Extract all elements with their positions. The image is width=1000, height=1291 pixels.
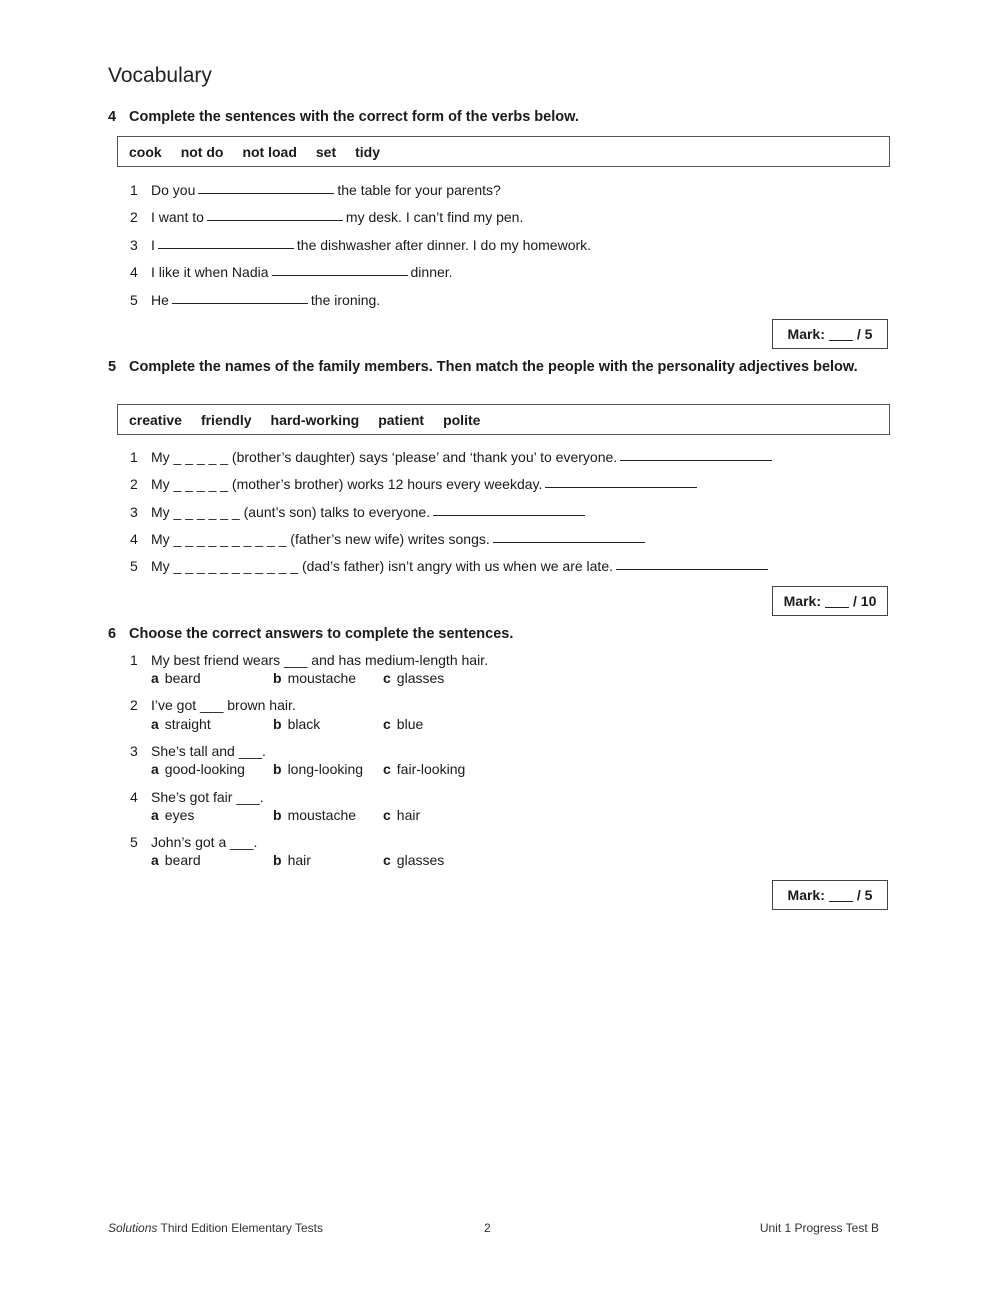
item-text-after: the table for your parents? [337,182,501,198]
option-letter: c [383,852,391,868]
answer-blank[interactable] [616,558,768,570]
task-4-item [130,237,591,253]
option-c[interactable] [383,670,444,686]
item-text: My _ _ _ _ _ (brother’s daughter) says ‘please’ and ‘thank you’ to everyone. [151,449,618,465]
question-text: She’s got fair ___. [151,789,264,805]
option-b[interactable] [273,852,383,868]
item-number: 2 [130,209,138,225]
item-text-before: Do you [151,182,196,198]
item-number: 3 [130,504,138,520]
word: set [315,143,337,160]
task-number: 6 [108,626,117,642]
mark-blank[interactable] [829,889,853,902]
option-letter: b [273,716,282,732]
task-4-item [130,182,501,198]
word: patient [378,411,425,428]
item-number: 4 [130,264,138,280]
item-text: My _ _ _ _ _ (mother’s brother) works 12 hours every weekday. [151,476,543,492]
item-text-after: the dishwasher after dinner. I do my homework. [296,237,592,253]
task-6-instruction [108,626,869,643]
footer-book-italic: Solutions [108,1221,158,1235]
mark-blank[interactable] [829,328,853,341]
item-text: My _ _ _ _ _ _ (aunt’s son) talks to everyone. [151,504,431,520]
option-text: hair [396,807,421,823]
option-letter: c [383,761,391,777]
option-a[interactable] [151,807,273,823]
option-letter: a [151,852,159,868]
item-number: 4 [130,789,138,805]
option-text: blue [396,716,424,732]
task-4-item [130,264,453,280]
task-5-item [130,531,648,547]
task-6-options [151,716,423,732]
word: not load [242,143,297,160]
task-6-question [130,789,264,805]
item-number: 1 [130,449,138,465]
task-5-item [130,449,775,465]
option-letter: b [273,807,282,823]
answer-blank[interactable] [272,264,408,276]
option-text: beard [164,852,201,868]
instruction-text: Complete the names of the family members. Then match the people with the personality adjectives below. [129,359,858,375]
mark-blank[interactable] [825,595,849,608]
item-number: 3 [130,743,138,759]
question-text: I’ve got ___ brown hair. [151,697,296,713]
option-letter: b [273,761,282,777]
item-number: 1 [130,182,138,198]
word: hard-working [270,411,360,428]
item-text: My _ _ _ _ _ _ _ _ _ _ _ (dad’s father) isn’t angry with us when we are late. [151,558,613,574]
option-text: moustache [287,670,357,686]
item-number: 5 [130,558,138,574]
item-text-before: I [151,237,155,253]
mark-total: / 5 [856,326,873,342]
task-6-options [151,852,444,868]
item-text-before: He [151,292,169,308]
option-a[interactable] [151,716,273,732]
mark-total: / 10 [853,593,877,609]
option-letter: a [151,807,159,823]
answer-blank[interactable] [198,182,334,194]
option-letter: a [151,761,159,777]
mark-total: / 5 [856,887,873,903]
option-text: glasses [396,852,445,868]
task-5-item [130,558,771,574]
mark-label: Mark: [787,887,825,903]
task-6-options [151,807,420,823]
question-text: My best friend wears ___ and has medium-length hair. [151,652,488,668]
item-number: 2 [130,476,138,492]
task-5-instruction [108,359,869,376]
option-b[interactable] [273,761,383,777]
item-text-after: the ironing. [310,292,381,308]
option-text: moustache [287,807,357,823]
word: friendly [200,411,252,428]
task-number: 4 [108,109,117,125]
option-c[interactable] [383,761,465,777]
footer-book-title [108,1221,323,1235]
item-text-after: dinner. [410,264,453,280]
option-a[interactable] [151,761,273,777]
option-c[interactable] [383,716,423,732]
answer-blank[interactable] [158,237,294,249]
option-letter: c [383,716,391,732]
option-a[interactable] [151,670,273,686]
task-4-mark-box [772,319,888,349]
option-b[interactable] [273,670,383,686]
option-text: straight [164,716,211,732]
option-text: glasses [396,670,445,686]
word: polite [443,411,481,428]
option-letter: b [273,852,282,868]
option-text: hair [287,852,311,868]
answer-blank[interactable] [545,476,697,488]
option-text: black [287,716,321,732]
answer-blank[interactable] [620,449,772,461]
task-4-instruction [108,109,869,126]
option-letter: a [151,716,159,732]
answer-blank[interactable] [172,292,308,304]
footer-book-rest: Third Edition Elementary Tests [157,1221,324,1235]
word: creative [129,411,182,428]
item-text-before: I like it when Nadia [151,264,269,280]
instruction-text: Complete the sentences with the correct form of the verbs below. [129,109,579,125]
task-4-item [130,292,380,308]
option-c[interactable] [383,807,420,823]
task-6-question [130,834,257,850]
option-b[interactable] [273,807,383,823]
option-c[interactable] [383,852,444,868]
task-5-word-box [117,404,890,435]
task-6-mark-box [772,880,888,910]
task-6-options [151,670,444,686]
item-text-after: my desk. I can’t find my pen. [345,209,524,225]
item-number: 2 [130,697,138,713]
task-4-word-box [117,136,890,167]
option-text: fair-looking [396,761,466,777]
task-5-mark-box [772,586,888,616]
mark-label: Mark: [783,593,821,609]
task-number: 5 [108,359,117,375]
item-number: 5 [130,292,138,308]
question-text: John’s got a ___. [151,834,258,850]
answer-blank[interactable] [207,209,343,221]
option-letter: c [383,670,391,686]
task-4-item [130,209,523,225]
word: tidy [355,143,381,160]
option-text: eyes [164,807,195,823]
option-b[interactable] [273,716,383,732]
task-5-item [130,504,588,520]
section-heading: Vocabulary [108,64,212,87]
footer-test-name: Unit 1 Progress Test B [759,1221,879,1235]
question-text: She’s tall and ___. [151,743,266,759]
answer-blank[interactable] [433,504,585,516]
task-5-item [130,476,700,492]
task-6-options [151,761,465,777]
option-text: beard [164,670,201,686]
item-number: 5 [130,834,138,850]
item-text: My _ _ _ _ _ _ _ _ _ _ (father’s new wife) writes songs. [151,531,490,547]
option-a[interactable] [151,852,273,868]
item-number: 4 [130,531,138,547]
option-letter: c [383,807,391,823]
option-text: long-looking [287,761,364,777]
option-letter: b [273,670,282,686]
task-6-question [130,743,266,759]
option-text: good-looking [164,761,245,777]
task-6-question [130,697,296,713]
answer-blank[interactable] [493,531,645,543]
option-letter: a [151,670,159,686]
item-text-before: I want to [151,209,204,225]
instruction-text: Choose the correct answers to complete the sentences. [129,626,514,642]
task-6-question [130,652,488,668]
word: cook [129,143,162,160]
item-number: 3 [130,237,138,253]
footer-page-number: 2 [484,1221,491,1235]
mark-label: Mark: [787,326,825,342]
word: not do [180,143,224,160]
item-number: 1 [130,652,138,668]
